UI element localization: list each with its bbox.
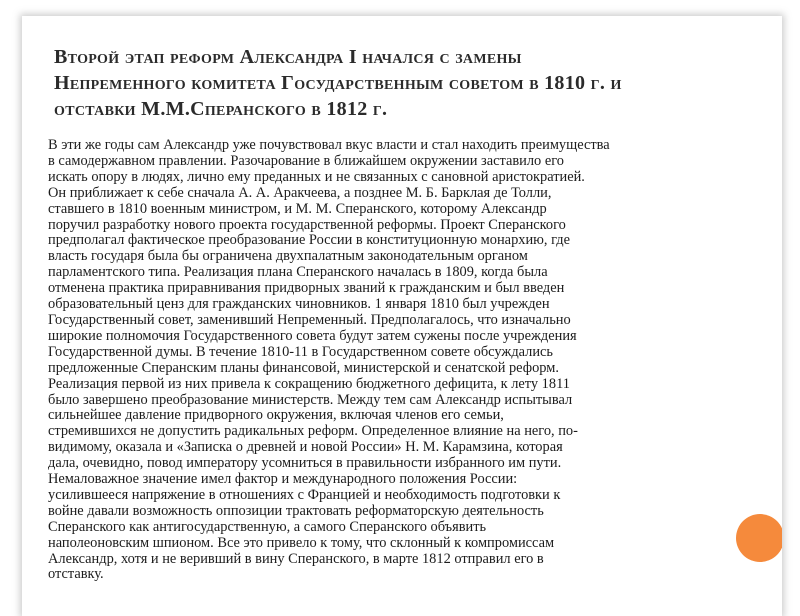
body-line: Реализация первой из них привела к сокращению бюджетного дефицита, к лету 1811	[48, 375, 570, 392]
body-line: сильнейшее давление придворного окружения, включая членов его семьи,	[48, 407, 504, 424]
body-line: войне давали возможность оппозиции трактовать реформаторскую деятельность	[48, 502, 544, 519]
slide-title	[54, 44, 754, 122]
body-line: власть государя была бы ограничена двухпалатным законодательным органом	[48, 248, 528, 265]
body-line: искать опору в людях, лично ему преданных и не связанных с сановной аристократией.	[48, 168, 585, 185]
title-line-2: Непременного комитета Государственным советом в 1810 г. и	[54, 72, 622, 94]
body-line: видимому, оказала и «Записка о древней и новой России» Н. М. Карамзина, которая	[48, 439, 563, 456]
body-line: образовательный ценз для гражданских чиновников. 1 января 1810 был учрежден	[48, 296, 550, 313]
title-line-1: Второй этап реформ Александра I начался с замены	[54, 46, 522, 68]
body-line: Государственный совет, заменивший Непременный. Предполагалось, что изначально	[48, 311, 571, 328]
body-line: отставку.	[48, 566, 104, 583]
slide-body-text	[48, 138, 760, 583]
body-line: Государственной думы. В течение 1810-11 в Государственном совете обсуждались	[48, 343, 553, 360]
body-line: было завершено преобразование министерств. Между тем сам Александр испытывал	[48, 391, 573, 408]
orange-circle-decoration	[736, 514, 782, 562]
slide	[22, 16, 782, 616]
body-line: предполагал фактическое преобразование России в конституционную монархию, где	[48, 232, 570, 249]
body-line: Александр, хотя и не веривший в вину Сперанского, в марте 1812 отправил его в	[48, 550, 544, 567]
body-line: В эти же годы сам Александр уже почувствовал вкус власти и стал находить преимущества	[48, 137, 610, 153]
body-line: стремившихся не допустить радикальных реформ. Определенное влияние на него, по-	[48, 423, 578, 440]
body-line: поручил разработку нового проекта государственной реформы. Проект Сперанского	[48, 216, 566, 233]
body-line: дала, очевидно, повод императору усомниться в правильности избранного им пути.	[48, 455, 562, 472]
body-line: широкие полномочия Государственного совета будут затем сужены после учреждения	[48, 327, 577, 344]
body-line: Немаловажное значение имел фактор и международного положения России:	[48, 471, 518, 488]
body-line: ставшего в 1810 военным министром, и М. М. Сперанского, которому Александр	[48, 200, 547, 217]
body-line: в самодержавном правлении. Разочарование в ближайшем окружении заставило его	[48, 152, 564, 169]
body-line: Он приближает к себе сначала А. А. Аракчеева, а позднее М. Б. Барклая де Толли,	[48, 184, 552, 201]
body-line: отменена практика приравнивания придворных званий к гражданским и был введен	[48, 280, 565, 297]
title-line-3: отставки М.М.Сперанского в 1812 г.	[54, 98, 388, 120]
body-line: усилившееся напряжение в отношениях с Францией и необходимость подготовки к	[48, 486, 561, 503]
body-line: предложенные Сперанским планы финансовой, министерской и сенатской реформ.	[48, 359, 559, 376]
body-line: наполеоновским шпионом. Все это привело к тому, что склонный к компромиссам	[48, 534, 555, 551]
body-line: Сперанского как антигосударственную, а самого Сперанского объявить	[48, 518, 487, 535]
body-line: парламентского типа. Реализация плана Сперанского началась в 1809, когда была	[48, 264, 548, 281]
